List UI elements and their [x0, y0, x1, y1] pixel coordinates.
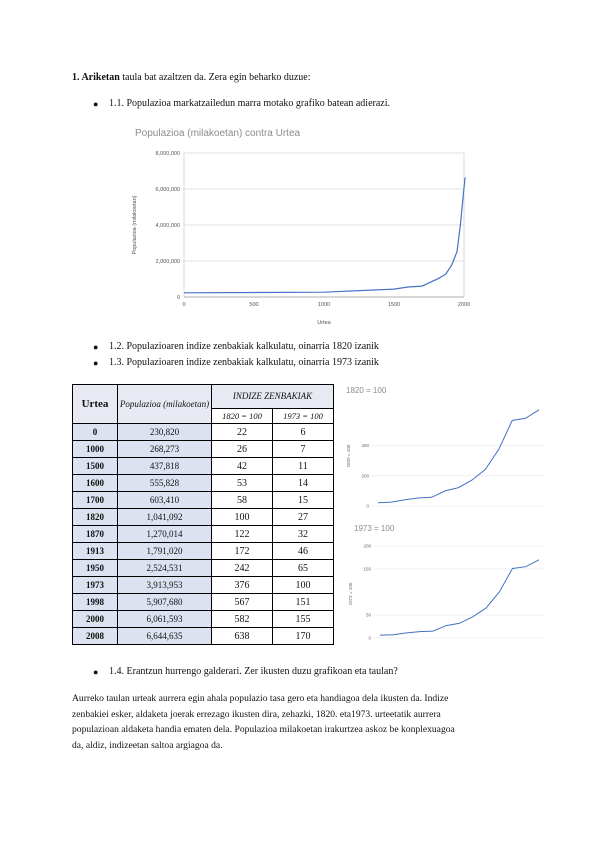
chart-1820-y-tick: 200 — [361, 473, 369, 479]
cell-index-1973: 11 — [273, 458, 334, 475]
table-header-index: INDIZE ZENBAKIAK — [212, 385, 334, 409]
heading-text: taula bat azaltzen da. Zera egin beharko duzue: — [119, 72, 311, 83]
cell-population: 603,410 — [118, 492, 212, 509]
cell-index-1820: 172 — [212, 543, 273, 560]
bullet-icon: ● — [93, 342, 99, 352]
chart-main-y-label: Populazioa (milakoetan) — [132, 195, 138, 255]
table-row — [73, 458, 334, 475]
table-row — [73, 441, 334, 458]
index-1973-chart — [340, 538, 550, 648]
chart-1820-y-label: 1820 = 100 — [346, 444, 351, 468]
chart-main-x-tick: 500 — [249, 302, 259, 308]
cell-index-1820: 22 — [212, 424, 273, 441]
table-header-base-1820: 1820 = 100 — [212, 408, 273, 423]
cell-index-1973: 14 — [273, 475, 334, 492]
chart-main-y-tick: 6,000,000 — [155, 187, 180, 193]
cell-index-1973: 151 — [273, 594, 334, 611]
table-row — [73, 560, 334, 577]
chart-main-x-tick: 0 — [182, 302, 186, 308]
chart-1820-y-tick: 0 — [366, 503, 369, 509]
population-table — [72, 384, 334, 645]
cell-year: 1998 — [73, 594, 118, 611]
index-1820-chart — [340, 398, 550, 513]
cell-year: 2000 — [73, 611, 118, 628]
item-1-3: 1.3. Populazioaren indize zenbakiak kalkulatu, oinarria 1973 izanik — [109, 357, 379, 368]
table-row — [73, 509, 334, 526]
cell-year: 1700 — [73, 492, 118, 509]
cell-index-1820: 567 — [212, 594, 273, 611]
answer-line: populazioan aldaketa handia ematen dela. Populazioa milakoetan irakurtzea askoz be konplexuagoa — [72, 724, 455, 735]
cell-index-1973: 27 — [273, 509, 334, 526]
chart-1973-y-tick: 200 — [363, 543, 371, 549]
item-1-4: 1.4. Erantzun hurrengo galderari. Zer ikusten duzu grafikoan eta taulan? — [109, 666, 398, 677]
cell-year: 1870 — [73, 526, 118, 543]
chart-main-title: Populazioa (milakoetan) contra Urtea — [135, 128, 301, 139]
cell-index-1820: 638 — [212, 628, 273, 645]
chart-main-x-tick: 1500 — [387, 302, 401, 308]
answer-line: da, aldiz, indizeetan saltoa argiagoa da. — [72, 739, 223, 751]
cell-year: 2008 — [73, 628, 118, 645]
chart-main-y-tick: 2,000,000 — [155, 259, 180, 265]
cell-index-1820: 42 — [212, 458, 273, 475]
chart-1820-series-line — [378, 410, 539, 503]
bullet-icon: ● — [93, 667, 99, 677]
cell-population: 2,524,531 — [118, 560, 212, 577]
population-chart — [128, 145, 478, 330]
cell-population: 555,828 — [118, 475, 212, 492]
cell-year: 0 — [73, 424, 118, 441]
heading-bold: 1. Ariketan — [72, 72, 120, 83]
bullet-icon: ● — [93, 358, 99, 368]
cell-population: 1,270,014 — [118, 526, 212, 543]
answer-line: Aurreko taulan urteak aurrera egin ahala populazio tasa gero eta handiagoa dela ikusten da. Indize — [72, 693, 449, 704]
cell-index-1973: 155 — [273, 611, 334, 628]
chart-main-x-tick: 2000 — [457, 302, 471, 308]
cell-index-1820: 122 — [212, 526, 273, 543]
table-row — [73, 577, 334, 594]
table-row — [73, 611, 334, 628]
table-row — [73, 475, 334, 492]
cell-population: 437,818 — [118, 458, 212, 475]
cell-year: 1820 — [73, 509, 118, 526]
cell-index-1820: 582 — [212, 611, 273, 628]
chart-1973-y-tick: 50 — [365, 612, 371, 618]
cell-year: 1500 — [73, 458, 118, 475]
table-row — [73, 424, 334, 441]
cell-population: 1,791,020 — [118, 543, 212, 560]
answer-paragraph — [72, 691, 532, 753]
table-row — [73, 526, 334, 543]
cell-index-1973: 7 — [273, 441, 334, 458]
table-header-year: Urtea — [73, 385, 118, 424]
chart-main-y-tick: 8,000,000 — [155, 151, 180, 157]
cell-population: 6,061,593 — [118, 611, 212, 628]
cell-population: 3,913,953 — [118, 577, 212, 594]
cell-index-1973: 32 — [273, 526, 334, 543]
chart-1973-y-tick: 150 — [363, 566, 371, 572]
cell-index-1820: 376 — [212, 577, 273, 594]
cell-index-1973: 170 — [273, 628, 334, 645]
table-header-population: Populazioa (milakoetan) — [118, 385, 212, 424]
cell-index-1973: 15 — [273, 492, 334, 509]
cell-index-1820: 58 — [212, 492, 273, 509]
item-1-2: 1.2. Populazioaren indize zenbakiak kalkulatu, oinarria 1820 izanik — [109, 341, 379, 352]
cell-population: 230,820 — [118, 424, 212, 441]
cell-population: 268,273 — [118, 441, 212, 458]
cell-index-1973: 100 — [273, 577, 334, 594]
chart-main-y-tick: 0 — [176, 295, 180, 301]
chart-1820-title: 1820 = 100 — [346, 386, 387, 395]
table-row — [73, 628, 334, 645]
cell-index-1820: 26 — [212, 441, 273, 458]
cell-population: 5,907,680 — [118, 594, 212, 611]
cell-index-1820: 100 — [212, 509, 273, 526]
exercise-heading — [72, 72, 311, 83]
table-row — [73, 594, 334, 611]
chart-1820-y-tick: 400 — [361, 443, 369, 449]
chart-1973-y-tick: 0 — [368, 635, 371, 641]
cell-year: 1950 — [73, 560, 118, 577]
table-row — [73, 543, 334, 560]
cell-population: 6,644,635 — [118, 628, 212, 645]
bullet-icon: ● — [93, 99, 99, 109]
chart-main-x-tick: 1000 — [317, 302, 331, 308]
cell-year: 1973 — [73, 577, 118, 594]
chart-1973-title: 1973 = 100 — [354, 524, 395, 533]
chart-main-y-tick: 4,000,000 — [155, 223, 180, 229]
table-row — [73, 492, 334, 509]
cell-index-1973: 46 — [273, 543, 334, 560]
item-1-1: 1.1. Populazioa markatzailedun marra motako grafiko batean adierazi. — [109, 98, 390, 109]
cell-index-1820: 242 — [212, 560, 273, 577]
cell-index-1973: 6 — [273, 424, 334, 441]
cell-index-1973: 65 — [273, 560, 334, 577]
chart-main-x-label: Urtea — [317, 320, 331, 326]
chart-1973-series-line — [380, 560, 539, 635]
cell-index-1820: 53 — [212, 475, 273, 492]
chart-main-series-line — [184, 177, 465, 292]
answer-line: zenbakiei esker, aldaketa joerak errezago ikusten dira, zehazki, 1820. eta1973. urteetatik aurrera — [72, 708, 441, 720]
cell-year: 1600 — [73, 475, 118, 492]
table-header-base-1973: 1973 = 100 — [273, 408, 334, 423]
cell-year: 1913 — [73, 543, 118, 560]
chart-1973-y-label: 1973 = 100 — [348, 582, 353, 606]
cell-population: 1,041,092 — [118, 509, 212, 526]
cell-year: 1000 — [73, 441, 118, 458]
